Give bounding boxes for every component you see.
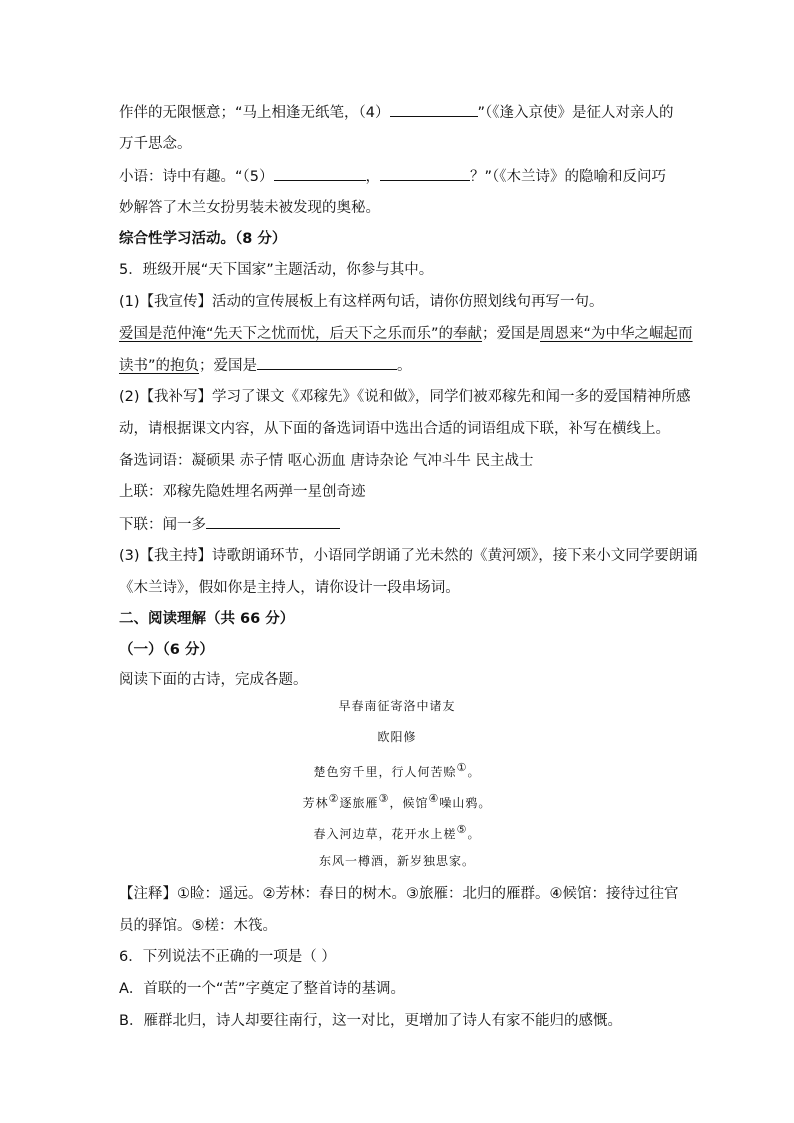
text-segment: ；爱国是 <box>482 326 541 342</box>
text-segment: 小语：诗中有趣。“（5） <box>119 169 274 185</box>
subquestion-2: (2)【我补写】学习了课文《邓稼先》《说和做》，同学们被邓稼先和闻一多的爱国精神所感 <box>119 389 691 405</box>
text-line: 万千思念。 <box>119 136 192 152</box>
text-segment: ”（《逢入京使》是征人对亲人的 <box>477 105 674 121</box>
text-line <box>119 102 674 123</box>
answer-blank[interactable] <box>274 166 366 181</box>
answer-blank[interactable] <box>257 355 397 370</box>
text-line <box>119 166 666 187</box>
poem-author: 欧阳修 <box>377 730 417 744</box>
text-segment: 。 <box>397 358 412 374</box>
poem-line: 东风一樽酒，新岁独思家。 <box>318 854 475 868</box>
couplet-first-line: 上联：邓稼先隐姓埋名两弹一星创奇迹 <box>119 484 366 500</box>
text-line: 动，请根据课文内容，从下面的备选词语中选出合适的词语组成下联，补写在横线上。 <box>119 421 670 437</box>
text-line: 《木兰诗》，假如你是主持人，请你设计一段串场词。 <box>119 580 460 596</box>
text-line <box>119 355 412 376</box>
underlined-sentence: 周恩来“为中华之崛起而 <box>540 326 693 342</box>
underlined-sentence: 读书”的抱负 <box>119 358 200 374</box>
section-heading: 二、阅读理解（共 66 分） <box>119 611 295 627</box>
subquestion-1: (1)【我宣传】活动的宣传展板上有这样两句话，请你仿照划线句再写一句。 <box>119 294 604 310</box>
instruction: 阅读下面的古诗，完成各题。 <box>119 672 308 688</box>
text-segment: ， <box>365 169 380 185</box>
candidate-words: 备选词语：凝硕果 赤子情 呕心沥血 唐诗杂论 气冲斗牛 民主战士 <box>119 453 534 469</box>
couplet-second-line <box>119 514 340 535</box>
annotation: 员的驿馆。⑤槎：木筏。 <box>119 918 277 934</box>
note-marker: ③ <box>378 792 390 805</box>
poem-line: 芳林②逐旅雁③，候馆④噪山鸦。 <box>302 792 492 810</box>
section-heading: 综合性学习活动。（8 分） <box>119 231 287 247</box>
poem-line: 春入河边草，花开水上槎⑤。 <box>313 823 481 841</box>
poem-line: 楚色穷千里，行人何苦赊①。 <box>313 761 481 779</box>
option-b[interactable]: B．雁群北归，诗人却要往南行，这一对比，更增加了诗人有家不能归的感慨。 <box>119 1013 622 1029</box>
text-segment: 作伴的无限惬意；“马上相逢无纸笔，（4） <box>119 105 390 121</box>
note-marker: ④ <box>428 792 440 805</box>
answer-blank[interactable] <box>390 102 478 117</box>
question-6: 6．下列说法不正确的一项是（ ） <box>119 949 336 965</box>
underlined-sentence: 爱国是 <box>119 326 163 342</box>
text-segment: 下联：闻一多 <box>119 517 206 533</box>
question-5: 5．班级开展“天下国家”主题活动，你参与其中。 <box>119 262 434 278</box>
subsection-heading: （一）（6 分） <box>119 642 214 658</box>
answer-blank[interactable] <box>206 514 340 529</box>
poem-title: 早春南征寄洛中诸友 <box>338 699 456 713</box>
answer-blank[interactable] <box>380 166 470 181</box>
text-line: 妙解答了木兰女扮男装未被发现的奥秘。 <box>119 200 380 216</box>
text-segment: ？”（《木兰诗》的隐喻和反问巧 <box>470 169 667 185</box>
note-marker: ⑤ <box>456 823 468 836</box>
note-marker: ② <box>328 792 340 805</box>
subquestion-3: (3)【我主持】诗歌朗诵环节，小语同学朗诵了光未然的《黄河颂》，接下来小文同学要朗诵 <box>119 548 698 564</box>
annotation: 【注释】①睑：遥远。②芳林：春日的树木。③旅雁：北归的雁群。④候馆：接待过往官 <box>119 886 679 902</box>
text-line <box>119 324 693 344</box>
note-marker: ① <box>456 761 468 774</box>
text-segment: ；爱国是 <box>199 358 258 374</box>
underlined-sentence: 范仲淹“先天下之忧而忧，后天下之乐而乐”的奉献 <box>162 326 483 342</box>
option-a[interactable]: A．首联的一个“苦”字奠定了整首诗的基调。 <box>119 981 405 997</box>
